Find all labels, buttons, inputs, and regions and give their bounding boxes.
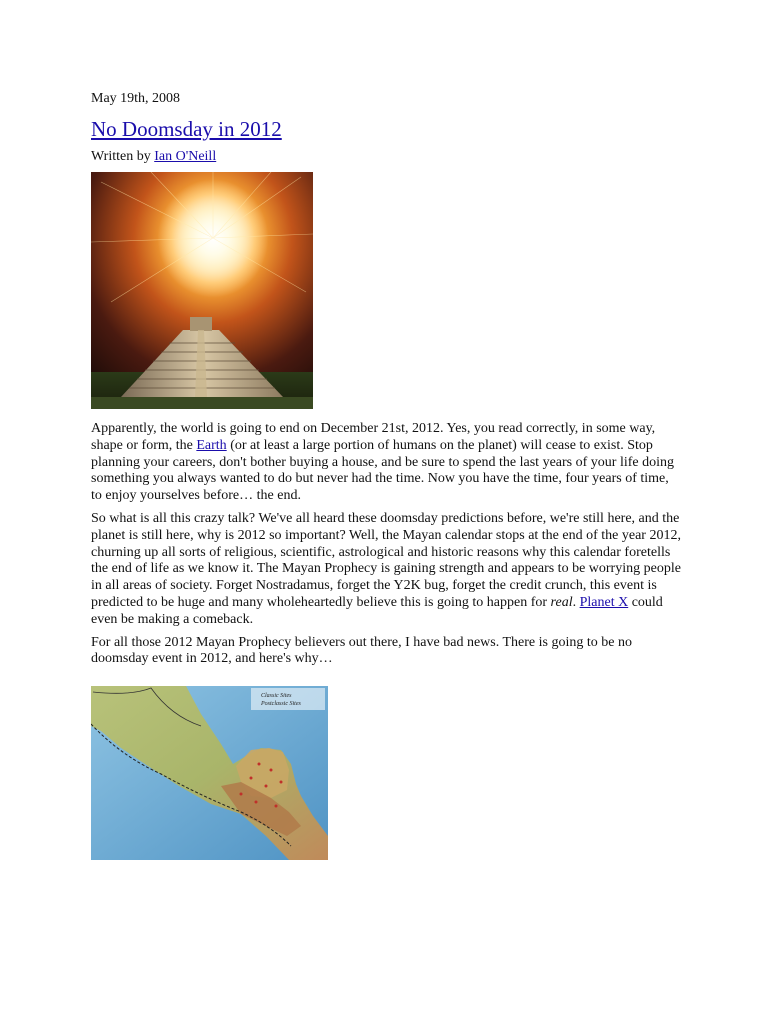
paragraph-1-text-b: (or at least a large portion of humans on the planet) will cease to exist. Stop planning your careers, don't bother buying a house, and be sure to spend the last years of your life doing something you always wanted to do but never had the time. Now you have the time, four years of time, to enjoy yourselves before… the end.	[91, 437, 674, 504]
paragraph-2-text-c: could even be making a comeback.	[91, 594, 663, 627]
map-legend-classic: Classic Sites	[261, 693, 292, 700]
paragraph-2-emphasis: real	[550, 594, 573, 610]
byline-prefix: Written by	[91, 149, 155, 164]
byline	[91, 148, 681, 166]
post-title-link[interactable]: No Doomsday in 2012	[91, 117, 282, 141]
paragraph-1	[91, 421, 681, 505]
paragraph-2-text-a: So what is all this crazy talk? We've all heard these doomsday predictions before, we're still here, and the planet is still here, why is 2012 so important? Well, the Mayan calendar stops at the end of the year 2012, churning up all sorts of religious, scientific, astrological and historic reasons why this calendar foretells the end of life as we know it. The Mayan Prophecy is gaining strength and appears to be worrying people in all areas of society. Forget Nostradamus, forget the Y2K bug, forget the credit crunch, this event is predicted to be huge and many wholeheartedly believe this is going to happen for	[91, 510, 681, 610]
post-title	[91, 116, 681, 142]
paragraph-3: For all those 2012 Mayan Prophecy believers out there, I have bad news. There is going to be no doomsday event in 2012, and here's why…	[91, 634, 632, 667]
article	[91, 90, 681, 860]
paragraph-2-text-b: .	[572, 594, 580, 610]
author-link[interactable]: Ian O'Neill	[154, 149, 217, 164]
pyramid-explosion-image	[91, 172, 313, 409]
paragraph-1-text-a: Apparently, the world is going to end on December 21st, 2012. Yes, you read correctly, in some way, shape or form, the	[91, 421, 656, 453]
mayan-region-map-image	[91, 686, 328, 860]
planet-x-link[interactable]: Planet X	[579, 594, 629, 610]
earth-link[interactable]: Earth	[196, 437, 227, 453]
paragraph-2	[91, 511, 681, 629]
post-date: May 19th, 2008	[91, 91, 181, 106]
map-legend-postclassic: Postclassic Sites	[261, 701, 301, 708]
